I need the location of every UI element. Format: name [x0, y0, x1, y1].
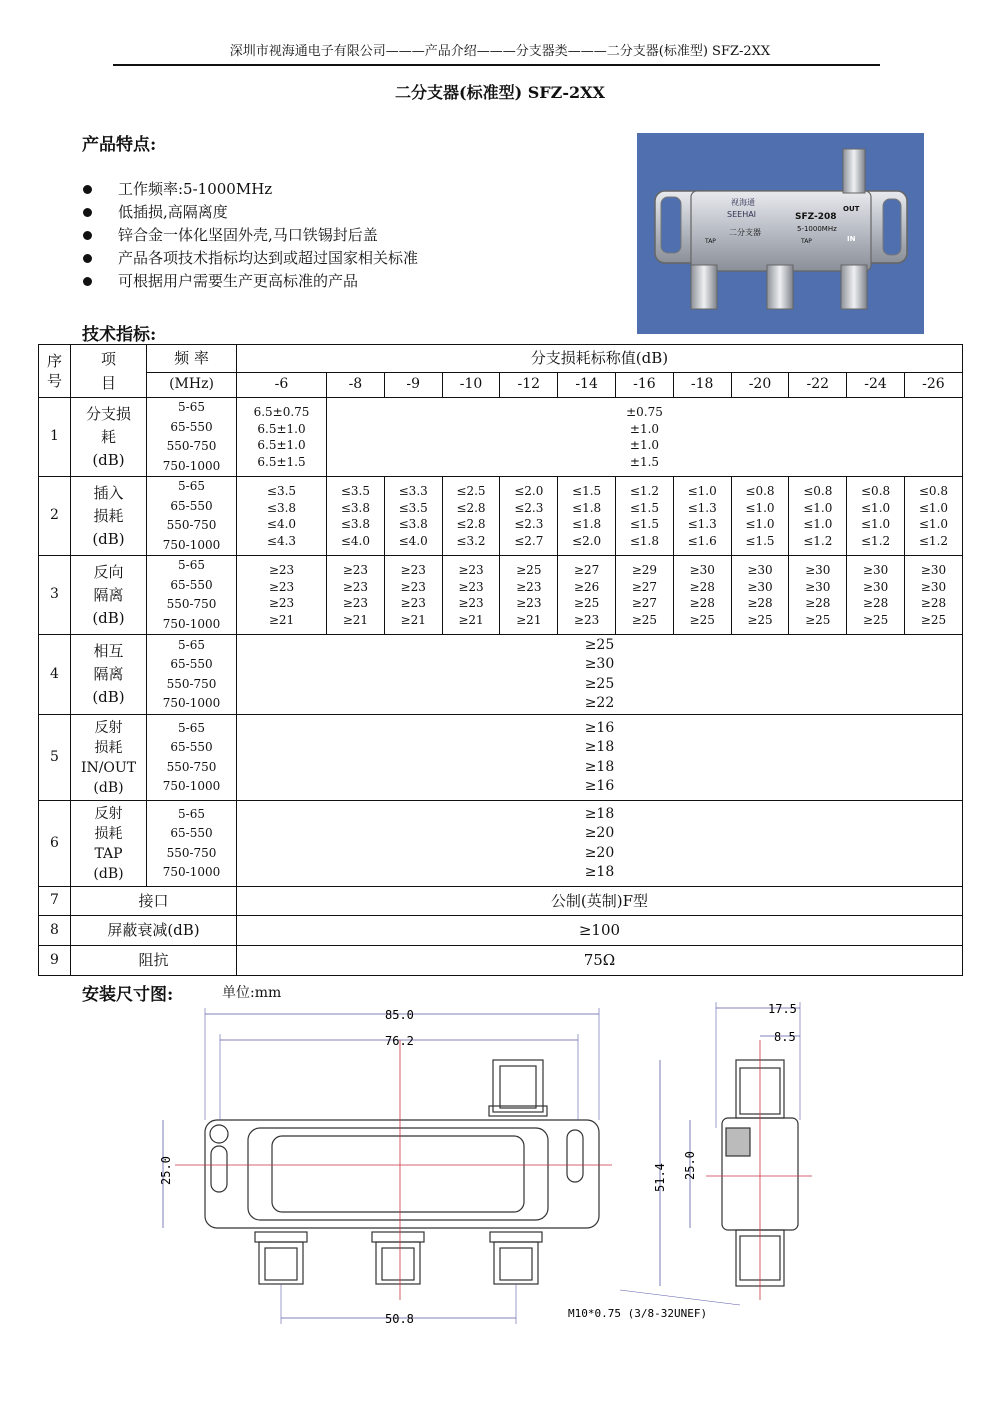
thread-note: M10*0.75 (3/8-32UNEF) — [568, 1307, 708, 1320]
row-freq: 5-65 65-550 550-750 750-1000 — [147, 801, 237, 887]
row-item: 相互 隔离 (dB) — [71, 635, 147, 715]
bottom-port-inner-1 — [382, 1248, 414, 1280]
row-freq: 5-65 65-550 550-750 750-1000 — [147, 398, 237, 477]
bottom-port-2 — [494, 1242, 538, 1284]
row-item: 反射 损耗 TAP (dB) — [71, 801, 147, 887]
dim-25-left: 25.0 — [159, 1156, 173, 1185]
row-index: 7 — [39, 887, 71, 916]
row-freq: 5-65 65-550 550-750 750-1000 — [147, 556, 237, 635]
feature-text: 工作频率:5-1000MHz — [118, 180, 273, 198]
row-cell: ≥25 ≥23 ≥23 ≥21 — [500, 556, 558, 635]
tap-header-8: -20 — [731, 373, 789, 398]
body-panel — [272, 1136, 524, 1212]
photo-brand-en: SEEHAI — [727, 210, 757, 219]
tap-header-2: -9 — [384, 373, 442, 398]
row-cell: ≤3.3 ≤3.5 ≤3.8 ≤4.0 — [384, 477, 442, 556]
bottom-port-0 — [259, 1242, 303, 1284]
row-cell: ≥30 ≥28 ≥28 ≥25 — [673, 556, 731, 635]
list-item — [82, 178, 418, 201]
row-value: 公制(英制)F型 — [237, 887, 963, 916]
feature-text: 产品各项技术指标均达到或超过国家相关标准 — [118, 249, 419, 267]
feature-text: 可根据用户需要生产更高标准的产品 — [118, 272, 359, 290]
table-row — [39, 477, 963, 556]
photo-brand-cn: 视海通 — [731, 198, 755, 207]
dim-85: 85.0 — [385, 1008, 414, 1022]
spec-table — [38, 344, 963, 976]
side-body — [722, 1118, 798, 1230]
slot-left — [211, 1146, 227, 1192]
row-item: 接口 — [71, 887, 237, 916]
side-top-port — [736, 1060, 784, 1118]
row-cell: ≥30 ≥30 ≥28 ≥25 — [731, 556, 789, 635]
slot-right — [567, 1130, 583, 1182]
feature-text: 低插损,高隔离度 — [118, 203, 228, 221]
row-cell: ≤2.5 ≤2.8 ≤2.8 ≤3.2 — [442, 477, 500, 556]
row-cell: ≤0.8 ≤1.0 ≤1.0 ≤1.5 — [731, 477, 789, 556]
header-tap-group: 分支损耗标称值(dB) — [237, 345, 963, 373]
bottom-port-nut-1 — [372, 1232, 424, 1242]
table-row — [39, 916, 963, 946]
row-freq: 5-65 65-550 550-750 750-1000 — [147, 715, 237, 801]
header-index: 序号 — [39, 345, 71, 398]
list-item — [82, 201, 418, 224]
row-value: ≥25 ≥30 ≥25 ≥22 — [237, 635, 963, 715]
bullet-icon — [83, 185, 92, 194]
bottom-port-inner-0 — [265, 1248, 297, 1280]
product-photo — [637, 133, 924, 334]
tap-header-5: -14 — [558, 373, 616, 398]
row-cell: ≥30 ≥30 ≥28 ≥25 — [904, 556, 962, 635]
row-cell: ≤1.0 ≤1.3 ≤1.3 ≤1.6 — [673, 477, 731, 556]
bottom-port-nut-0 — [255, 1232, 307, 1242]
header-freq-unit: (MHz) — [147, 373, 237, 398]
row-index: 1 — [39, 398, 71, 477]
header-rule — [113, 64, 880, 66]
row-freq: 5-65 65-550 550-750 750-1000 — [147, 477, 237, 556]
top-port-nut — [489, 1106, 547, 1116]
row-cell: ≥23 ≥23 ≥23 ≥21 — [237, 556, 327, 635]
row-value: ≥100 — [237, 916, 963, 946]
table-row — [39, 635, 963, 715]
row-cell: ≥23 ≥23 ≥23 ≥21 — [442, 556, 500, 635]
row-item: 分支损 耗 (dB) — [71, 398, 147, 477]
unit-label: 单位:mm — [222, 985, 282, 1001]
row-cell: ≥27 ≥26 ≥25 ≥23 — [558, 556, 616, 635]
photo-name-cn: 二分支器 — [729, 228, 761, 237]
features-list — [82, 178, 418, 293]
page-header: 深圳市视海通电子有限公司———产品介绍———分支器类———二分支器(标准型) SFZ-2XX — [229, 44, 771, 59]
table-row — [39, 801, 963, 887]
row-cell-first: 6.5±0.75 6.5±1.0 6.5±1.0 6.5±1.5 — [237, 398, 327, 477]
row-item: 插入 损耗 (dB) — [71, 477, 147, 556]
row-cell: ≥23 ≥23 ≥23 ≥21 — [327, 556, 385, 635]
row-cell: ≤3.5 ≤3.8 ≤4.0 ≤4.3 — [237, 477, 327, 556]
tap-header-7: -18 — [673, 373, 731, 398]
bottom-port-inner-2 — [500, 1248, 532, 1280]
dim-51: 51.4 — [653, 1163, 667, 1192]
photo-tap1: TAP — [705, 238, 716, 245]
tap-header-1: -8 — [327, 373, 385, 398]
row-item: 反射 损耗 IN/OUT (dB) — [71, 715, 147, 801]
leader-thread — [620, 1290, 740, 1305]
tap-header-4: -12 — [500, 373, 558, 398]
row-cell: ≤0.8 ≤1.0 ≤1.0 ≤1.2 — [789, 477, 847, 556]
row-index: 9 — [39, 946, 71, 976]
photo-model: SFZ-208 — [795, 212, 837, 222]
bottom-port-nut-2 — [490, 1232, 542, 1242]
row-item: 屏蔽衰减(dB) — [71, 916, 237, 946]
table-row — [39, 556, 963, 635]
bullet-icon — [83, 208, 92, 217]
install-heading: 安装尺寸图: — [82, 985, 174, 1005]
bullet-icon — [83, 231, 92, 240]
row-cell: ≤0.8 ≤1.0 ≤1.0 ≤1.2 — [847, 477, 905, 556]
tap-header-10: -24 — [847, 373, 905, 398]
feature-text: 锌合金一体化坚固外壳,马口铁锡封后盖 — [118, 226, 378, 244]
photo-out: OUT — [843, 205, 860, 213]
table-row — [39, 398, 963, 477]
table-row — [39, 887, 963, 916]
bottom-port-1 — [376, 1242, 420, 1284]
dim-76: 76.2 — [385, 1034, 414, 1048]
specs-heading: 技术指标: — [82, 325, 157, 345]
row-item: 阻抗 — [71, 946, 237, 976]
row-cell: ≥23 ≥23 ≥23 ≥21 — [384, 556, 442, 635]
tap-header-0: -6 — [237, 373, 327, 398]
row-freq: 5-65 65-550 550-750 750-1000 — [147, 635, 237, 715]
row-index: 6 — [39, 801, 71, 887]
features-heading: 产品特点: — [82, 135, 157, 155]
top-port — [493, 1060, 543, 1112]
tap-header-11: -26 — [904, 373, 962, 398]
splitter-illustration — [637, 133, 924, 334]
row-value: ≥18 ≥20 ≥20 ≥18 — [237, 801, 963, 887]
row-value: 75Ω — [237, 946, 963, 976]
row-cell: ≤0.8 ≤1.0 ≤1.0 ≤1.2 — [904, 477, 962, 556]
side-bottom-port — [736, 1230, 784, 1286]
row-cell: ≤2.0 ≤2.3 ≤2.3 ≤2.7 — [500, 477, 558, 556]
photo-in: IN — [847, 235, 856, 243]
tap-header-3: -10 — [442, 373, 500, 398]
bullet-icon — [83, 277, 92, 286]
table-row — [39, 946, 963, 976]
side-top-port-inner — [740, 1068, 780, 1114]
top-port-inner — [500, 1066, 536, 1108]
tap-header-9: -22 — [789, 373, 847, 398]
row-cell-rest: ±0.75 ±1.0 ±1.0 ±1.5 — [327, 398, 963, 477]
row-index: 3 — [39, 556, 71, 635]
row-index: 4 — [39, 635, 71, 715]
row-index: 8 — [39, 916, 71, 946]
document-title: 二分支器(标准型) SFZ-2XX — [395, 83, 605, 102]
side-bottom-port-inner — [740, 1236, 780, 1280]
dim-25-right: 25.0 — [683, 1151, 697, 1180]
list-item — [82, 270, 418, 293]
row-index: 5 — [39, 715, 71, 801]
row-cell: ≥30 ≥30 ≥28 ≥25 — [847, 556, 905, 635]
row-value: ≥16 ≥18 ≥18 ≥16 — [237, 715, 963, 801]
row-cell: ≤3.5 ≤3.8 ≤3.8 ≤4.0 — [327, 477, 385, 556]
tap-header-6: -16 — [615, 373, 673, 398]
dim-8: 8.5 — [774, 1030, 796, 1044]
header-item: 项目 — [71, 345, 147, 398]
photo-tap2: TAP — [801, 238, 812, 245]
bullet-icon — [83, 254, 92, 263]
row-cell: ≥30 ≥30 ≥28 ≥25 — [789, 556, 847, 635]
row-cell: ≤1.2 ≤1.5 ≤1.5 ≤1.8 — [615, 477, 673, 556]
mount-hole-left — [210, 1125, 228, 1143]
row-index: 2 — [39, 477, 71, 556]
body-outline — [205, 1120, 599, 1228]
dim-17: 17.5 — [768, 1002, 797, 1016]
dim-50: 50.8 — [385, 1312, 414, 1326]
photo-freq: 5-1000MHz — [797, 225, 837, 233]
row-cell: ≤1.5 ≤1.8 ≤1.8 ≤2.0 — [558, 477, 616, 556]
list-item — [82, 224, 418, 247]
list-item — [82, 247, 418, 270]
row-item: 反向 隔离 (dB) — [71, 556, 147, 635]
row-cell: ≥29 ≥27 ≥27 ≥25 — [615, 556, 673, 635]
side-section — [726, 1128, 750, 1156]
body-inner — [248, 1128, 548, 1220]
header-freq: 频 率 — [147, 345, 237, 373]
table-row — [39, 715, 963, 801]
